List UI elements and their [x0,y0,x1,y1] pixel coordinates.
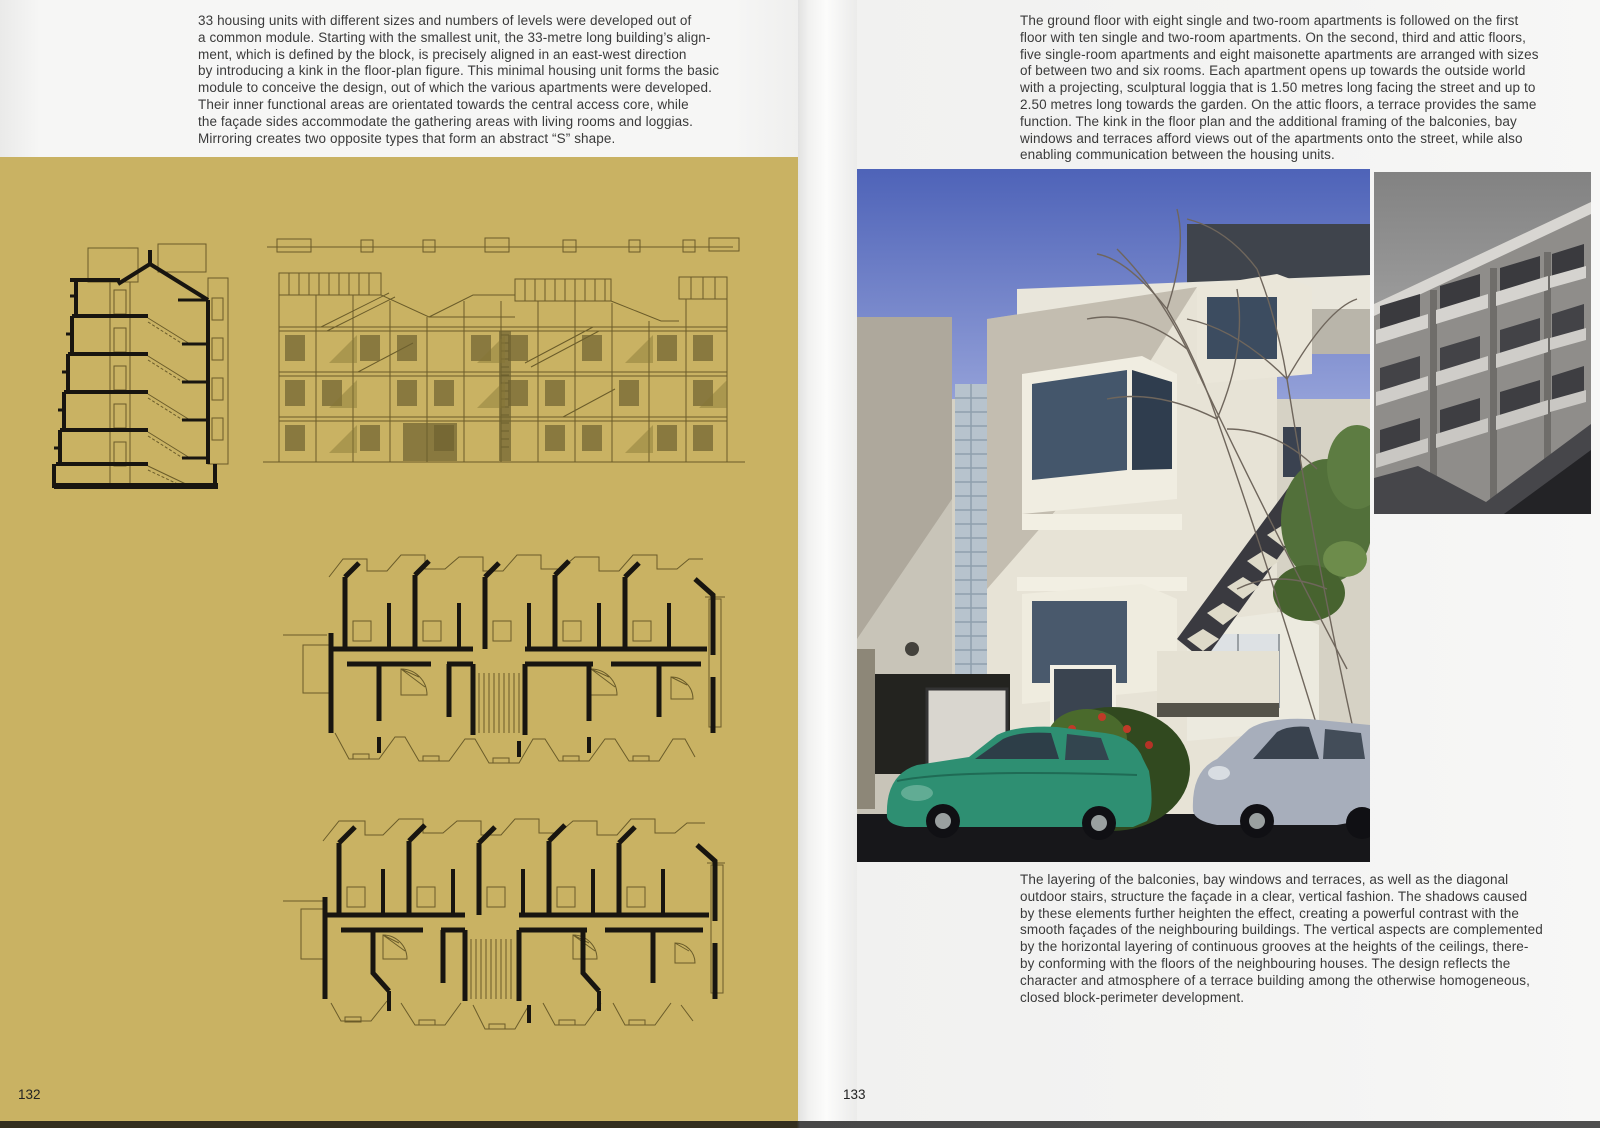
elevation-drawing [263,231,745,468]
text-line: by conforming with the floors of the neighbouring houses. The design reflects the [1020,955,1511,971]
text-line: 2.50 metres long towards the garden. On the attic floors, a terrace provides the same [1020,96,1537,112]
section-thick-walls [54,250,218,488]
text-line: by the horizontal layering of continuous grooves at the heights of the ceilings, there- [1020,939,1529,955]
text-line: ment, which is defined by the block, is precisely aligned in an east-west direction [198,46,687,62]
text-line: five single-room apartments and eight maisonette apartments are arranged with sizes [1020,46,1539,62]
text-line: The layering of the balconies, bay windows and terraces, as well as the diagonal [1020,872,1509,887]
text-line: The ground floor with eight single and two-room apartments is followed on the first [1020,13,1519,28]
description-paragraph-top [1020,13,1539,164]
page-left [0,0,798,1128]
text-line: Their inner functional areas are orientated towards the central access core, while [198,96,689,112]
plan-lower-thin [283,819,725,1029]
text-line: windows and terraces afford views out of the apartments onto the street, while also [1020,130,1523,146]
intro-paragraph [198,13,719,147]
description-paragraph-bottom [1020,872,1543,1006]
floor-plan-upper [283,537,725,769]
page-number-left: 132 [18,1087,41,1102]
text-line: floor with ten single and two-room apartments. On the second, third and attic floors, [1020,29,1527,45]
text-line: a common module. Starting with the smallest unit, the 33-metre long building’s align- [198,29,711,45]
floor-plan-lower [283,805,725,1037]
text-line: character and atmosphere of a terrace building among the otherwise homogeneous, [1020,972,1530,988]
text-line: of between two and six rooms. Each apartment opens up towards the outside world [1020,63,1526,79]
elevation-windows [285,331,727,461]
text-line: the façade sides accommodate the gathering areas with living rooms and loggias. [198,113,693,129]
text-line: enabling communication between the housing units. [1020,147,1335,163]
scan-bottom-edge [0,1121,1600,1128]
text-line: outdoor stairs, structure the façade in a clear, vertical fashion. The shadows caused [1020,888,1528,904]
text-line: with a projecting, sculptural loggia that is 1.50 metres long facing the street and up to [1020,80,1536,96]
text-line: smooth façades of the neighbouring buildings. The vertical aspects are complemented [1020,922,1543,938]
plan-upper-walls [331,561,713,757]
bw-photo [1374,172,1591,514]
text-line: function. The kink in the floor plan and the additional framing of the balconies, bay [1020,113,1517,129]
gutter-shadow [798,0,857,1128]
text-line: by introducing a kink in the floor-plan figure. This minimal housing unit forms the basic [198,63,720,79]
plan-upper-thin [283,555,725,763]
street-photo [857,169,1370,862]
text-line: Mirroring creates two opposite types that form an abstract “S” shape. [198,130,616,146]
text-line: module to conceive the design, out of which the various apartments were developed. [198,80,713,96]
section-drawing [30,238,235,496]
page-number-right: 133 [843,1087,866,1102]
text-line: 33 housing units with different sizes and numbers of levels were developed out of [198,13,692,28]
text-line: by these elements further heighten the effect, creating a powerful contrast with the [1020,905,1519,921]
plan-lower-walls [325,825,715,1023]
round-sign [905,642,919,656]
text-line: closed block-perimeter development. [1020,989,1245,1005]
